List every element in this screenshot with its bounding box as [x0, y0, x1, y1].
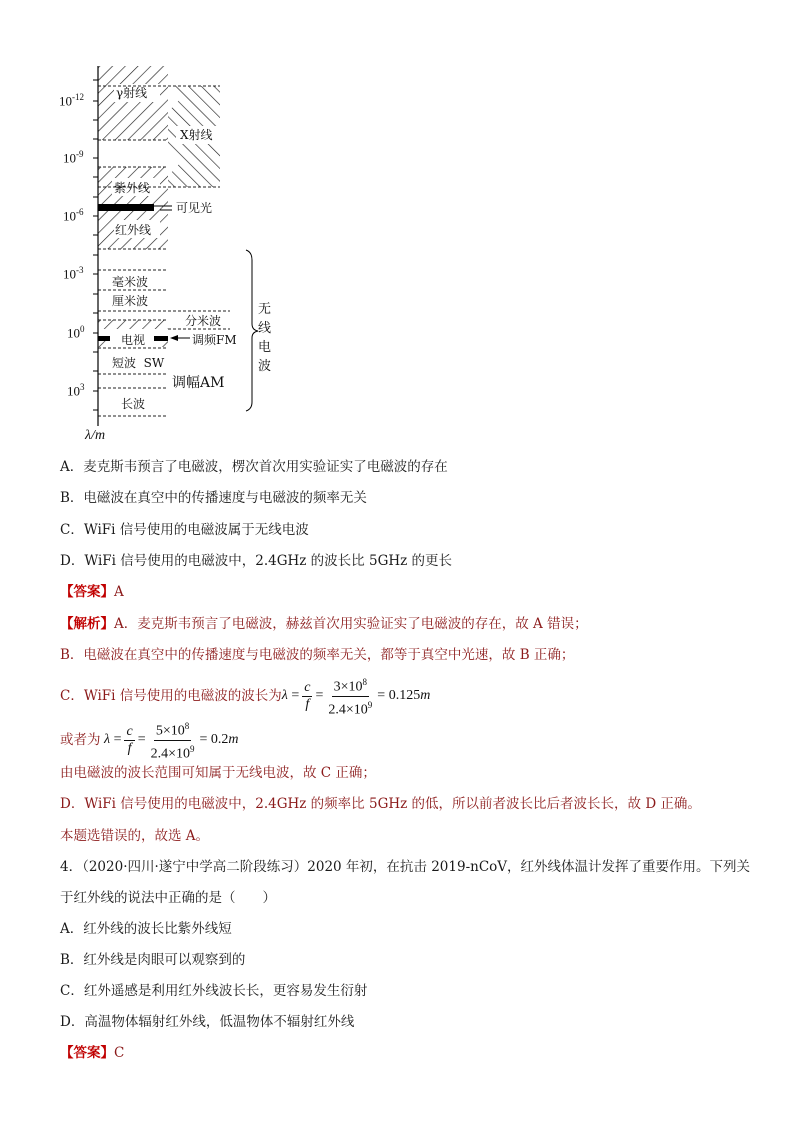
label-cm: 厘米波 — [112, 294, 149, 308]
q4-option-a: A．红外线的波长比紫外线短 — [60, 921, 232, 937]
q3-analysis-d: D．WiFi 信号使用的电磁波中，2.4GHz 的频率比 5GHz 的低，所以前者波长比后者波长长，故 D 正确。 — [60, 796, 701, 812]
label-dm: 分米波 — [185, 314, 222, 328]
tick-label: $10^{-9}$ — [63, 149, 84, 166]
tick-label: $10^3$ — [67, 382, 85, 399]
label-am: 调幅AM — [172, 375, 225, 391]
em-spectrum-diagram — [55, 60, 305, 450]
answer-tag: 【答案】 — [60, 584, 114, 600]
q3-option-d: D．WiFi 信号使用的电磁波中，2.4GHz 的波长比 5GHz 的更长 — [60, 553, 453, 569]
label-sw: 短波 SW — [112, 356, 165, 370]
axis-label: λ/m — [85, 428, 106, 443]
label-lw: 长波 — [121, 397, 146, 411]
q3-analysis-b: B．电磁波在真空中的传播速度与电磁波的频率无关，都等于真空中光速，故 B 正确； — [60, 647, 575, 663]
label-mm: 毫米波 — [112, 275, 149, 289]
q4-option-b: B．红外线是肉眼可以观察到的 — [60, 952, 246, 968]
answer-value: C — [114, 1045, 125, 1061]
label-xray: X射线 — [180, 128, 213, 142]
q3-analysis-c-conclusion: 由电磁波的波长范围可知属于无线电波，故 C 正确； — [60, 765, 376, 781]
analysis-tag: 【解析】 — [60, 616, 114, 632]
q3-analysis-summary: 本题选错误的，故选 A。 — [60, 828, 210, 844]
q4-stem-line1: 4．（2020·四川·遂宁中学高二阶段练习）2020 年初，在抗击 2019-nCoV，红外线体温计发挥了重要作用。下列关 — [60, 859, 751, 875]
label-uv: 紫外线 — [114, 181, 151, 195]
tick-label: $10^{-12}$ — [59, 92, 84, 109]
q3-analysis-a: 【解析】A．麦克斯韦预言了电磁波，赫兹首次用实验证实了电磁波的存在，故 A 错误； — [60, 616, 588, 632]
gamma-band — [98, 66, 168, 140]
q4-stem-line2: 于红外线的说法中正确的是（ ） — [60, 890, 276, 906]
q3-analysis-c-alt: 或者为 λ = $\frac{c}{f}$ = $\frac{5\times 10^8}{2.4\times 10^9}$ = 0.2 m — [60, 718, 239, 762]
label-tv: 电视 — [121, 333, 146, 347]
q3-option-b: B．电磁波在真空中的传播速度与电磁波的频率无关 — [60, 490, 367, 506]
q4-option-c: C．红外遥感是利用红外线波长长，更容易发生衍射 — [60, 983, 368, 999]
answer-tag: 【答案】 — [60, 1045, 114, 1061]
answer-value: A — [114, 584, 124, 600]
tick-label: $10^0$ — [67, 324, 85, 341]
label-radio: 无 线 电 波 — [258, 302, 272, 374]
label-visible: 可见光 — [176, 201, 213, 215]
tick-label: $10^{-3}$ — [63, 265, 84, 282]
q4-answer — [60, 1044, 124, 1062]
label-infrared: 红外线 — [115, 223, 152, 237]
formula-1: λ = $\frac{c}{f}$ = $\frac{3\times 10^8}{2.4\times 10^9}$ = 0.125 m — [282, 674, 431, 718]
q4-option-d: D．高温物体辐射红外线，低温物体不辐射红外线 — [60, 1014, 355, 1030]
label-fm: 调频FM — [192, 333, 237, 347]
q3-option-c: C．WiFi 信号使用的电磁波属于无线电波 — [60, 522, 309, 538]
q3-analysis-c: C．WiFi 信号使用的电磁波的波长为 λ = $\frac{c}{f}$ = $\frac{3\times 10^8}{2.4\times 10^9}$ = 0.125 m — [60, 674, 430, 718]
label-gamma: γ射线 — [116, 86, 148, 100]
q3-option-a: A．麦克斯韦预言了电磁波，楞次首次用实验证实了电磁波的存在 — [60, 459, 448, 475]
q3-answer — [60, 583, 124, 601]
formula-2: λ = $\frac{c}{f}$ = $\frac{5\times 10^8}{2.4\times 10^9}$ = 0.2 m — [101, 718, 239, 762]
tick-label: $10^{-6}$ — [63, 207, 84, 224]
